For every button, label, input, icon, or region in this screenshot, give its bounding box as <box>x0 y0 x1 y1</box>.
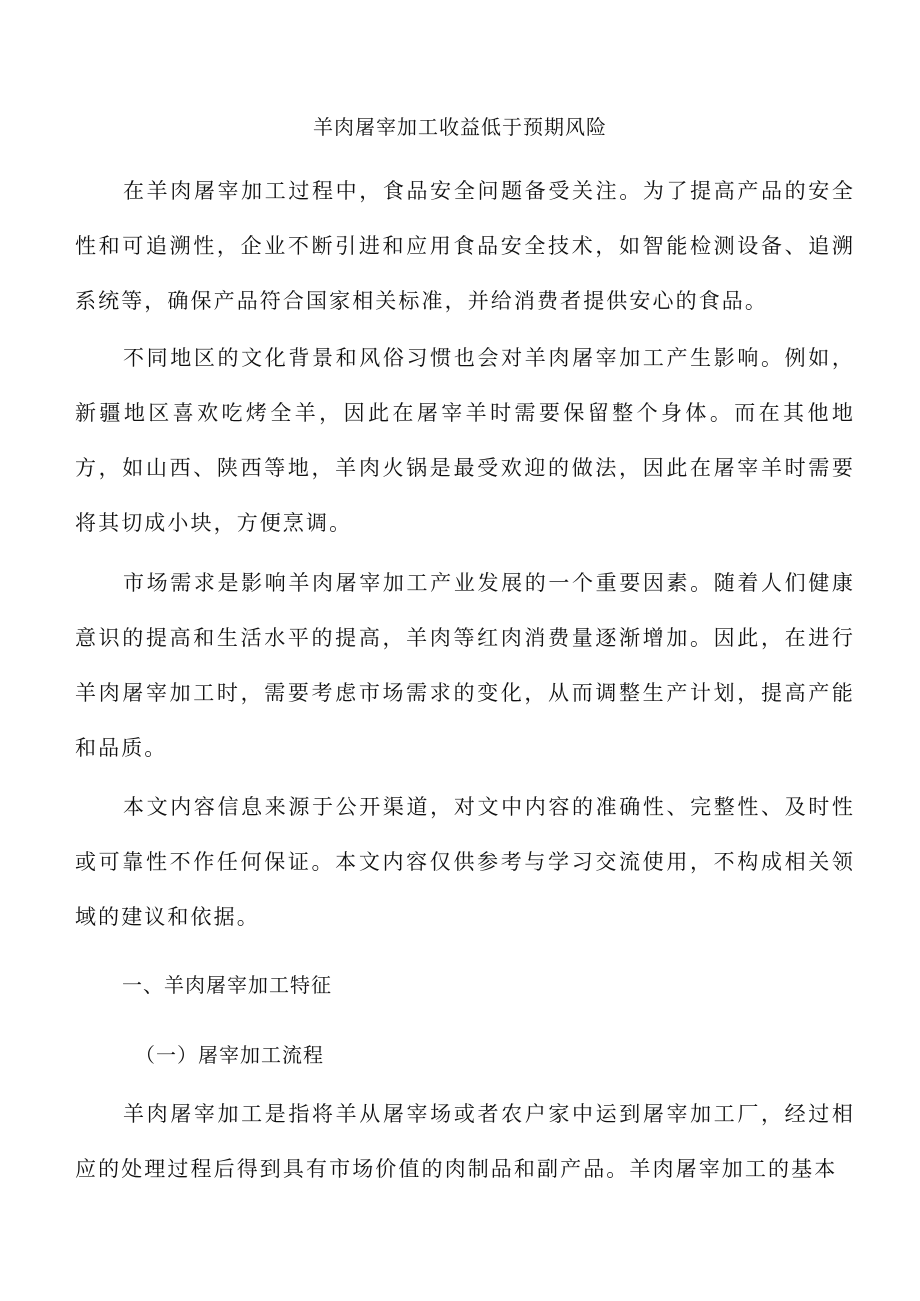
subsection-heading: （一）屠宰加工流程 <box>135 1043 324 1067</box>
paragraph-market-demand: 市场需求是影响羊肉屠宰加工产业发展的一个重要因素。随着人们健康意识的提高和生活水平的提高，羊肉等红肉消费量逐渐增加。因此，在进行羊肉屠宰加工时，需要考虑市场需求的变化，从而调整生产计划，提高产能和品质。 <box>75 571 855 760</box>
paragraph-process-intro: 羊肉屠宰加工是指将羊从屠宰场或者农户家中运到屠宰加工厂，经过相应的处理过程后得到具有市场价值的肉制品和副产品。羊肉屠宰加工的基本 <box>75 1102 855 1181</box>
section-heading: 一、羊肉屠宰加工特征 <box>122 973 332 997</box>
paragraph-food-safety: 在羊肉屠宰加工过程中，食品安全问题备受关注。为了提高产品的安全性和可追溯性，企业不断引进和应用食品安全技术，如智能检测设备、追溯系统等，确保产品符合国家相关标准，并给消费者提供安心的食品。 <box>75 179 855 313</box>
paragraph-regional-culture: 不同地区的文化背景和风俗习惯也会对羊肉屠宰加工产生影响。例如，新疆地区喜欢吃烤全羊，因此在屠宰羊时需要保留整个身体。而在其他地方，如山西、陕西等地，羊肉火锅是最受欢迎的做法，因此在屠宰羊时需要将其切成小块，方便烹调。 <box>75 346 855 535</box>
document-title: 羊肉屠宰加工收益低于预期风险 <box>313 115 607 139</box>
paragraph-disclaimer: 本文内容信息来源于公开渠道，对文中内容的准确性、完整性、及时性或可靠性不作任何保证。本文内容仅供参考与学习交流使用，不构成相关领域的建议和依据。 <box>75 795 855 929</box>
